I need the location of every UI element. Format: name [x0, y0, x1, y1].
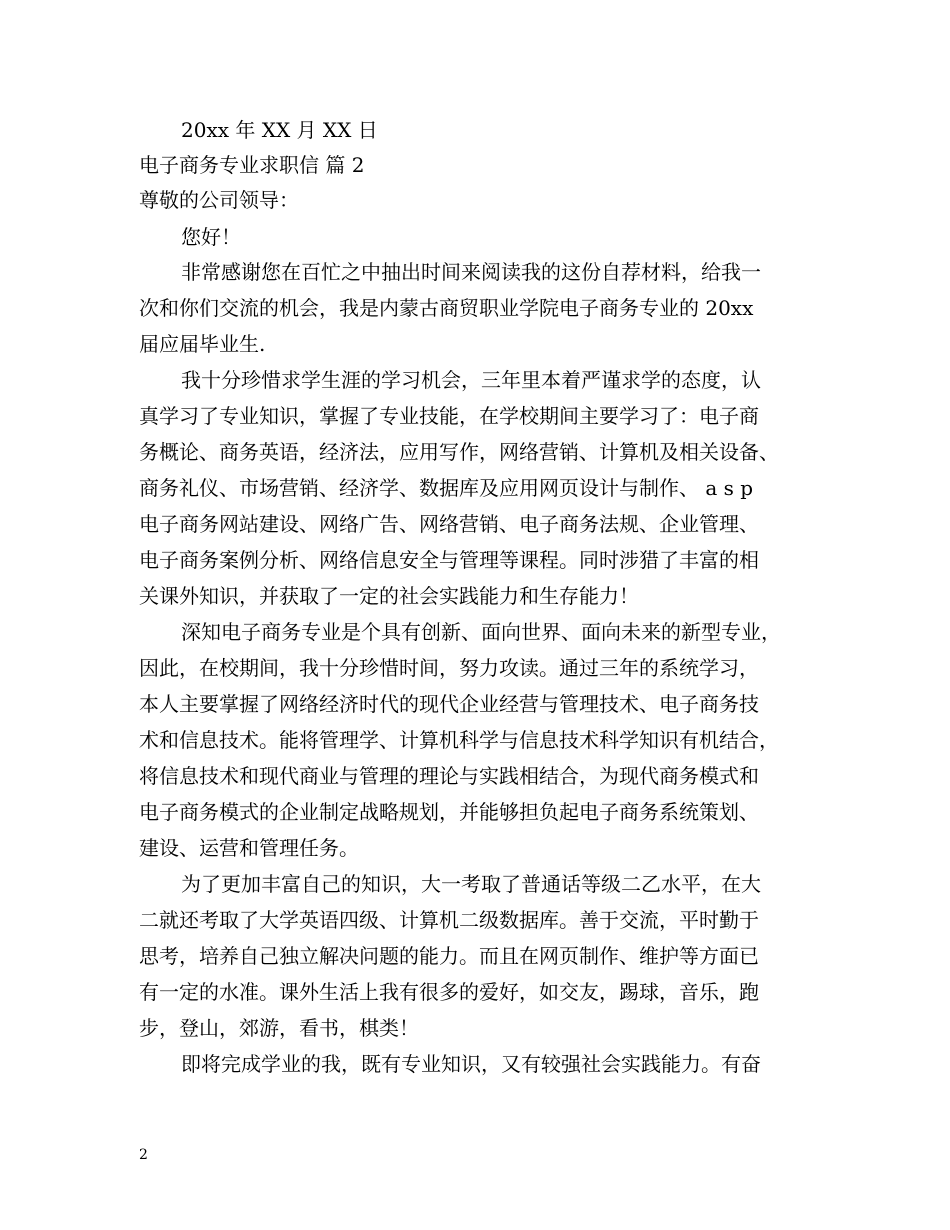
paragraph-line: 为了更加丰富自己的知识，大一考取了普通话等级二乙水平，在大 — [181, 872, 761, 896]
paragraph-line: 有一定的水准。课外生活上我有很多的爱好，如交友，踢球，音乐，跑 — [139, 980, 759, 1004]
paragraph-line: 深知电子商务专业是个具有创新、面向世界、面向未来的新型专业， — [181, 620, 781, 644]
greeting: 您好！ — [181, 225, 241, 249]
paragraph-line: 电子商务网站建设、网络广告、网络营销、电子商务法规、企业管理、 — [139, 512, 759, 536]
paragraph-line: 术和信息技术。能将管理学、计算机科学与信息技术科学知识有机结合， — [139, 728, 779, 752]
salutation: 尊敬的公司领导： — [139, 188, 299, 212]
paragraph-line: 建设、运营和管理任务。 — [139, 836, 359, 860]
paragraph-line: 思考，培养自己独立解决问题的能力。而且在网页制作、维护等方面已 — [139, 944, 759, 968]
paragraph-line: 因此，在校期间，我十分珍惜时间，努力攻读。通过三年的系统学习， — [139, 656, 759, 680]
paragraph-line: 将信息技术和现代商业与管理的理论与实践相结合，为现代商务模式和 — [139, 764, 759, 788]
paragraph-line: 关课外知识，并获取了一定的社会实践能力和生存能力！ — [139, 584, 639, 608]
paragraph-line: 步，登山，郊游，看书，棋类！ — [139, 1016, 419, 1040]
document-title: 电子商务专业求职信 篇 2 — [139, 153, 365, 177]
paragraph-line: 次和你们交流的机会，我是内蒙古商贸职业学院电子商务专业的 20xx — [139, 296, 754, 320]
paragraph-line: 本人主要掌握了网络经济时代的现代企业经营与管理技术、电子商务技 — [139, 692, 759, 716]
paragraph-line: 电子商务模式的企业制定战略规划，并能够担负起电子商务系统策划、 — [139, 800, 759, 824]
paragraph-line: 电子商务案例分析、网络信息安全与管理等课程。同时涉猎了丰富的相 — [139, 548, 759, 572]
document-date: 20xx 年 XX 月 XX 日 — [181, 118, 378, 142]
paragraph-line: 即将完成学业的我，既有专业知识，又有较强社会实践能力。有奋 — [181, 1052, 761, 1076]
paragraph-line: 我十分珍惜求学生涯的学习机会，三年里本着严谨求学的态度，认 — [181, 368, 761, 392]
page-number: 2 — [139, 1147, 148, 1163]
paragraph-line: 届应届毕业生. — [139, 332, 266, 356]
paragraph-line: 非常感谢您在百忙之中抽出时间来阅读我的这份自荐材料，给我一 — [181, 260, 761, 284]
paragraph-line: 务概论、商务英语，经济法，应用写作，网络营销、计算机及相关设备、 — [139, 440, 779, 464]
paragraph-line: 二就还考取了大学英语四级、计算机二级数据库。善于交流，平时勤于 — [139, 908, 759, 932]
paragraph-line: 商务礼仪、市场营销、经济学、数据库及应用网页设计与制作、 a s p — [139, 476, 754, 500]
paragraph-line: 真学习了专业知识，掌握了专业技能，在学校期间主要学习了：电子商 — [139, 404, 759, 428]
